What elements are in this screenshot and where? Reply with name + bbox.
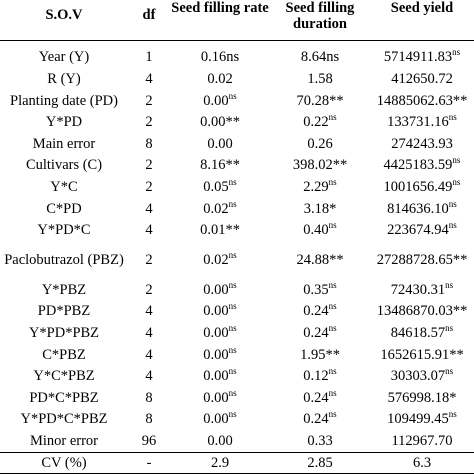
duration-cell-value: 24.88** [296, 252, 344, 268]
df-cell-value: 2 [145, 92, 153, 109]
rate-cell-value: 0.02 [203, 252, 229, 268]
duration-cell-value: 0.35 [303, 281, 329, 298]
yield-cell-value: 576998.18* [387, 389, 457, 406]
source-cell-value: Planting date (PD) [10, 92, 118, 109]
df-cell-value: 4 [145, 200, 153, 217]
source-cell-value: R (Y) [47, 71, 81, 88]
rate-cell-value: 0.02 [203, 200, 229, 217]
df-cell [128, 322, 170, 344]
rate-cell [170, 387, 270, 409]
source-cell-value: Y*PD [45, 114, 83, 131]
duration-cell-significance: ns [328, 366, 337, 377]
duration-cell-value: 398.02** [292, 157, 348, 174]
source-cell [0, 198, 128, 220]
header-df: df [128, 0, 170, 40]
rate-cell-significance: ns [228, 322, 237, 333]
source-cell [0, 387, 128, 409]
df-cell [128, 301, 170, 323]
source-cell [0, 220, 128, 242]
yield-cell-value: 412650.72 [391, 71, 453, 88]
source-cell-value: Y*PD*C [37, 222, 91, 239]
duration-cell-value: 0.26 [307, 135, 333, 152]
rate-cell-value: 0.01** [200, 222, 240, 239]
duration-cell [270, 69, 370, 91]
df-cell [128, 90, 170, 112]
yield-cell-significance: ns [448, 409, 457, 420]
df-cell [128, 176, 170, 198]
rate-cell [170, 112, 270, 134]
rate-cell [170, 301, 270, 323]
duration-cell [270, 198, 370, 220]
table-row [0, 133, 474, 155]
duration-cell [270, 133, 370, 155]
table-row [0, 176, 474, 198]
df-cell [128, 198, 170, 220]
df-cell-value: 4 [145, 368, 153, 385]
rate-cell-value: 0.05 [203, 179, 229, 196]
df-cell-value: 2 [145, 252, 153, 268]
yield-cell [370, 301, 474, 323]
duration-cell-value: 3.18* [303, 200, 337, 217]
source-cell-value: C*PBZ [42, 346, 86, 363]
source-cell-value: Cultivars (C) [25, 157, 103, 174]
duration-cell [270, 176, 370, 198]
table-row [0, 301, 474, 323]
table-row [0, 344, 474, 366]
yield-cell-value: 4425183.59 [383, 157, 453, 174]
table-header [0, 0, 474, 40]
rate-cell-value: 0.00 [203, 389, 229, 406]
yield-cell-value: 814636.10 [387, 200, 449, 217]
source-cell [0, 90, 128, 112]
df-cell [128, 366, 170, 388]
duration-cell [270, 430, 370, 452]
duration-cell [270, 344, 370, 366]
duration-cell-significance: ns [328, 301, 337, 312]
df-cell-value: 8 [145, 135, 153, 152]
rate-cell [170, 409, 270, 431]
df-cell [128, 241, 170, 279]
yield-cell [370, 241, 474, 279]
yield-cell-significance: ns [452, 47, 461, 58]
source-cell [0, 112, 128, 134]
yield-cell-value: 112967.70 [391, 432, 453, 449]
duration-cell-significance: ns [328, 177, 337, 188]
duration-cell-value: 0.24 [303, 389, 329, 406]
yield-cell-value: 6.3 [412, 454, 432, 471]
yield-cell [370, 155, 474, 177]
source-cell [0, 279, 128, 301]
duration-cell-value: 0.24 [303, 411, 329, 428]
rate-cell-significance: ns [228, 301, 237, 312]
df-cell [128, 40, 170, 69]
source-cell-value: Minor error [29, 432, 99, 449]
source-cell [0, 344, 128, 366]
header-seed-filling-duration: Seed filling duration [270, 0, 370, 40]
yield-cell [370, 366, 474, 388]
duration-cell-value: 0.40 [303, 222, 329, 239]
df-cell-value: 2 [145, 114, 153, 131]
duration-cell-value: 70.28** [296, 92, 344, 109]
source-cell [0, 366, 128, 388]
df-cell [128, 344, 170, 366]
header-seed-yield: Seed yield [370, 0, 474, 40]
yield-cell [370, 69, 474, 91]
df-cell-value: 8 [145, 389, 153, 406]
source-cell [0, 430, 128, 452]
table-body [0, 40, 474, 474]
yield-cell [370, 220, 474, 242]
table-row [0, 40, 474, 69]
rate-cell-significance: ns [228, 409, 237, 420]
rate-cell [170, 322, 270, 344]
df-cell [128, 133, 170, 155]
rate-cell-significance: ns [228, 366, 237, 377]
duration-cell-significance: ns [328, 409, 337, 420]
yield-cell-value: 1001656.49 [383, 179, 453, 196]
source-cell [0, 40, 128, 69]
source-cell-value: Y*C*PBZ [33, 368, 95, 385]
duration-cell-significance: ns [328, 322, 337, 333]
duration-cell-value: 8.64ns [300, 49, 340, 66]
table-row [0, 112, 474, 134]
df-cell [128, 279, 170, 301]
source-cell [0, 409, 128, 431]
source-cell [0, 241, 128, 279]
rate-cell-significance: ns [228, 250, 237, 260]
duration-cell [270, 387, 370, 409]
source-cell [0, 133, 128, 155]
source-cell-value: Y*C [50, 179, 78, 196]
source-cell [0, 301, 128, 323]
df-cell [128, 69, 170, 91]
df-cell-value: 2 [145, 179, 153, 196]
duration-cell-value: 0.12 [303, 368, 329, 385]
yield-cell-value: 133731.16 [387, 114, 449, 131]
yield-cell [370, 409, 474, 431]
rate-cell [170, 176, 270, 198]
table-row [0, 241, 474, 279]
table-row [0, 387, 474, 409]
yield-cell-significance: ns [448, 198, 457, 209]
rate-cell-value: 0.00 [203, 303, 229, 320]
duration-cell [270, 301, 370, 323]
rate-cell [170, 366, 270, 388]
df-cell-value: 96 [141, 432, 157, 449]
df-cell-value: 2 [145, 157, 153, 174]
yield-cell [370, 40, 474, 69]
table-row [0, 69, 474, 91]
yield-cell [370, 344, 474, 366]
source-cell-value: Y*PD*C*PBZ [20, 411, 108, 428]
rate-cell-value: 0.00 [207, 135, 233, 152]
rate-cell-significance: ns [228, 90, 237, 101]
rate-cell-value: 0.00 [203, 411, 229, 428]
yield-cell-value: 14885062.63** [376, 92, 468, 109]
duration-cell [270, 40, 370, 69]
rate-cell-value: 0.00 [203, 368, 229, 385]
table-row [0, 198, 474, 220]
yield-cell-significance: ns [448, 112, 457, 123]
source-cell-value: Y*PBZ [41, 281, 87, 298]
yield-cell-value: 274243.93 [391, 135, 453, 152]
source-cell [0, 69, 128, 91]
duration-cell-value: 0.22 [303, 114, 329, 131]
duration-cell [270, 90, 370, 112]
source-cell-value: Paclobutrazol (PBZ) [4, 251, 124, 268]
header-row [0, 0, 474, 40]
yield-cell-value: 30303.07 [390, 368, 446, 385]
duration-cell-value: 2.29 [303, 179, 329, 196]
duration-cell-significance: ns [328, 387, 337, 398]
df-cell [128, 430, 170, 452]
yield-cell-value: 223674.94 [387, 222, 449, 239]
yield-cell-significance: ns [445, 322, 454, 333]
header-sov: S.O.V [0, 0, 128, 40]
df-cell [128, 220, 170, 242]
header-seed-filling-rate: Seed filling rate [170, 0, 270, 40]
yield-cell [370, 322, 474, 344]
table-row [0, 279, 474, 301]
rate-cell-value: 0.02 [207, 71, 233, 88]
rate-cell-value: 2.9 [210, 454, 230, 471]
yield-cell-significance: ns [448, 220, 457, 231]
duration-cell [270, 322, 370, 344]
table-row [0, 322, 474, 344]
rate-cell-value: 0.16ns [200, 49, 240, 66]
duration-cell [270, 220, 370, 242]
yield-cell [370, 387, 474, 409]
rate-cell-value: 0.00 [207, 432, 233, 449]
source-cell [0, 176, 128, 198]
yield-cell [370, 279, 474, 301]
table-row [0, 366, 474, 388]
duration-cell-value: 1.58 [307, 71, 333, 88]
source-cell [0, 155, 128, 177]
yield-cell-significance: ns [445, 279, 454, 290]
yield-cell-significance: ns [452, 155, 461, 166]
source-cell-value: Year (Y) [38, 49, 90, 66]
duration-cell-significance: ns [328, 279, 337, 290]
yield-cell-value: 72430.31 [390, 281, 446, 298]
duration-cell-value: 0.33 [307, 432, 333, 449]
rate-cell [170, 241, 270, 279]
rate-cell-value: 0.00 [203, 92, 229, 109]
yield-cell [370, 112, 474, 134]
duration-cell [270, 155, 370, 177]
rate-cell [170, 155, 270, 177]
rate-cell-significance: ns [228, 344, 237, 355]
yield-cell [370, 430, 474, 452]
rate-cell [170, 69, 270, 91]
rate-cell [170, 133, 270, 155]
rate-cell [170, 90, 270, 112]
table-row [0, 430, 474, 452]
source-cell [0, 322, 128, 344]
duration-cell [270, 366, 370, 388]
df-cell [128, 112, 170, 134]
df-cell-value: 4 [145, 71, 153, 88]
duration-cell [270, 241, 370, 279]
df-cell [128, 409, 170, 431]
df-cell-value: 2 [145, 281, 153, 298]
source-cell-value: CV (%) [41, 454, 87, 471]
duration-cell-value: 2.85 [307, 454, 333, 471]
yield-cell-value: 27288728.65** [376, 252, 468, 268]
rate-cell-significance: ns [228, 279, 237, 290]
yield-cell-value: 13486870.03** [376, 303, 468, 320]
source-cell-value: PD*PBZ [37, 303, 91, 320]
source-cell-value: Y*PD*PBZ [28, 324, 100, 341]
rate-cell [170, 344, 270, 366]
yield-cell-value: 84618.57 [390, 324, 446, 341]
table-row [0, 90, 474, 112]
rate-cell [170, 430, 270, 452]
yield-cell [370, 176, 474, 198]
yield-cell-value: 1652615.91** [380, 346, 464, 363]
rate-cell-value: 0.00 [203, 346, 229, 363]
duration-cell-value: 0.24 [303, 303, 329, 320]
table-row [0, 220, 474, 242]
duration-cell [270, 279, 370, 301]
df-cell-value: 1 [145, 49, 153, 66]
rate-cell-value: 0.00 [203, 324, 229, 341]
rate-cell [170, 40, 270, 69]
rate-cell [170, 198, 270, 220]
df-cell-value: 4 [145, 346, 153, 363]
table-row [0, 409, 474, 431]
duration-cell [270, 112, 370, 134]
yield-cell-significance: ns [452, 177, 461, 188]
rate-cell [170, 220, 270, 242]
df-cell-value: - [146, 454, 152, 471]
rate-cell-value: 0.00 [203, 281, 229, 298]
source-cell-value: C*PD [46, 200, 82, 217]
rate-cell-significance: ns [228, 198, 237, 209]
source-cell-value: Main error [32, 135, 96, 152]
rate-cell [170, 279, 270, 301]
df-cell [128, 155, 170, 177]
duration-cell [270, 409, 370, 431]
yield-cell-significance: ns [445, 366, 454, 377]
yield-cell [370, 198, 474, 220]
yield-cell-value: 5714911.83 [383, 49, 453, 66]
duration-cell-significance: ns [328, 220, 337, 231]
df-cell-value: 4 [145, 303, 153, 320]
yield-cell [370, 90, 474, 112]
rate-cell-significance: ns [228, 387, 237, 398]
rate-cell-significance: ns [228, 177, 237, 188]
yield-cell-value: 109499.45 [387, 411, 449, 428]
duration-cell-significance: ns [328, 112, 337, 123]
df-cell-value: 8 [145, 411, 153, 428]
df-cell [128, 387, 170, 409]
source-cell-value: PD*C*PBZ [29, 389, 99, 406]
yield-cell [370, 133, 474, 155]
table-row [0, 155, 474, 177]
df-cell-value: 4 [145, 222, 153, 239]
rate-cell-value: 8.16** [200, 157, 240, 174]
rate-cell-value: 0.00** [200, 114, 240, 131]
df-cell-value: 4 [145, 324, 153, 341]
duration-cell-value: 0.24 [303, 324, 329, 341]
duration-cell-value: 1.95** [300, 346, 340, 363]
